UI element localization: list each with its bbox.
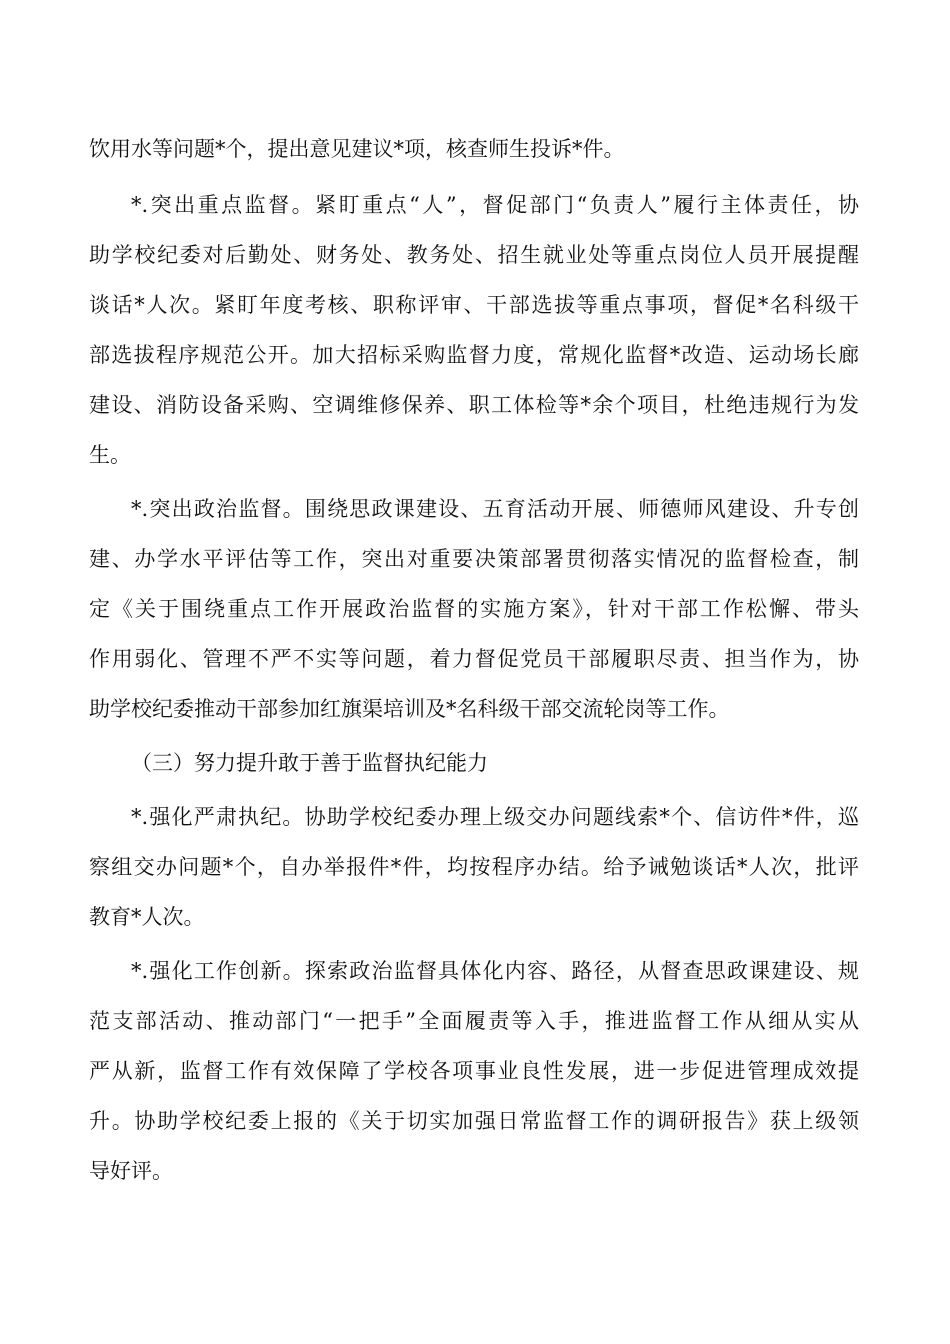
text-line: 教育*人次。 bbox=[89, 905, 205, 929]
text-line: 助学校纪委对后勤处、财务处、教务处、招生就业处等重点岗位人员开展提醒 bbox=[89, 243, 859, 267]
text-line: 部选拔程序规范公开。加大招标采购监督力度，常规化监督*改造、运动场长廊 bbox=[89, 343, 859, 367]
text-line: 升。协助学校纪委上报的《关于切实加强日常监督工作的调研报告》获上级领 bbox=[89, 1109, 859, 1133]
text-line: 严从新，监督工作有效保障了学校各项事业良性发展，进一步促进管理成效提 bbox=[89, 1059, 859, 1083]
text-line: 助学校纪委推动干部参加红旗渠培训及*名科级干部交流轮岗等工作。 bbox=[89, 697, 730, 721]
text-line: 生。 bbox=[89, 443, 131, 467]
text-line: 察组交办问题*个，自办举报件*件，均按程序办结。给予诫勉谈话*人次，批评 bbox=[89, 855, 859, 879]
text-line: *.突出重点监督。紧盯重点“人”，督促部门“负责人”履行主体责任，协 bbox=[131, 193, 859, 217]
text-line: 定《关于围绕重点工作开展政治监督的实施方案》，针对干部工作松懈、带头 bbox=[89, 597, 859, 621]
section-heading: （三）努力提升敢于善于监督执纪能力 bbox=[131, 751, 488, 775]
text-line: *.强化严肃执纪。协助学校纪委办理上级交办问题线索*个、信访件*件，巡 bbox=[131, 805, 859, 829]
text-line: 导好评。 bbox=[89, 1159, 173, 1183]
text-line: 作用弱化、管理不严不实等问题，着力督促党员干部履职尽责、担当作为，协 bbox=[89, 647, 859, 671]
text-line: *.突出政治监督。围绕思政课建设、五育活动开展、师德师风建设、升专创 bbox=[131, 497, 859, 521]
text-line: 范支部活动、推动部门“一把手”全面履责等入手，推进监督工作从细从实从 bbox=[89, 1009, 859, 1033]
text-line: 建设、消防设备采购、空调维修保养、职工体检等*余个项目，杜绝违规行为发 bbox=[89, 393, 859, 417]
text-line: 谈话*人次。紧盯年度考核、职称评审、干部选拔等重点事项，督促*名科级干 bbox=[89, 293, 859, 317]
text-line: 建、办学水平评估等工作，突出对重要决策部署贯彻落实情况的监督检查，制 bbox=[89, 547, 859, 571]
text-line: *.强化工作创新。探索政治监督具体化内容、路径，从督查思政课建设、规 bbox=[131, 959, 859, 983]
text-line: 饮用水等问题*个，提出意见建议*项，核查师生投诉*件。 bbox=[89, 137, 625, 161]
